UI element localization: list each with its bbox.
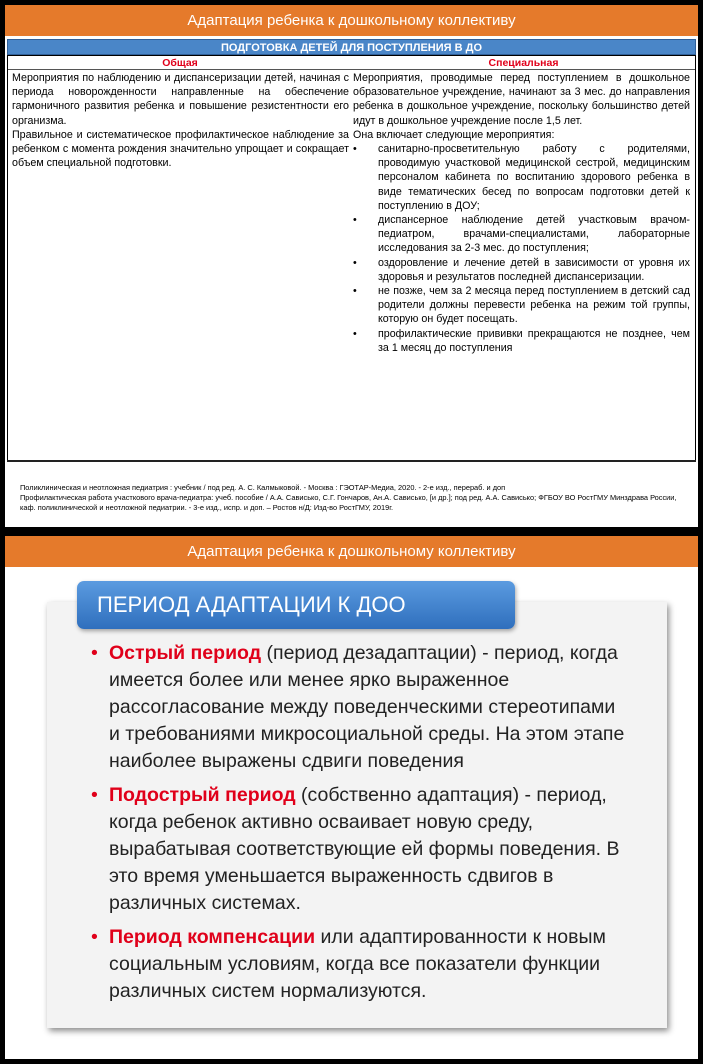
special-measures-list	[353, 142, 690, 355]
slide-title: Адаптация ребенка к дошкольному коллективу	[5, 536, 698, 567]
periods-list	[87, 640, 627, 1012]
period-term: Подострый период	[109, 784, 296, 806]
column-heading-general: Общая	[162, 57, 198, 69]
list-item: • не позже, чем за 2 месяца перед поступлением в детский сад родители должны перевести ребенка на режим той группы, которую он будет посещать.	[353, 284, 690, 327]
list-item: • профилактические прививки прекращаются не позднее, чем за 1 месяц до поступления	[353, 327, 690, 355]
period-term: Острый период	[109, 642, 262, 664]
list-item: • диспансерное наблюдение детей участковым врачом-педиатром, врачами-специалистами, лабораторные исследования за 2-3 мес. до поступления;	[353, 213, 690, 256]
special-paragraph: Мероприятия, проводимые перед поступлением в дошкольное образовательное учреждение, начинают за 3 мес. до направления ребенка в дошкольное учреждение, поскольку большинство детей идут в дошкольное учреждение после 1,5 лет.	[353, 72, 690, 127]
reference-item: Профилактическая работа участкового врача-педиатра: учеб. пособие / А.А. Сависько, С.Г. Гончаров, Ан.А. Сависько, [и др.]; под ред. А.А. Сависько; ФГБОУ ВО РостГМУ Минздрава России, каф. поликлинической и неотложной педиатрии. - 3-е изд., испр. и доп. – Ростов н/Д: Изд-во РостГМУ, 2019г.	[20, 493, 677, 512]
column-heading-special: Специальная	[488, 57, 559, 69]
list-item	[87, 782, 627, 917]
header-divider	[8, 69, 695, 70]
special-column	[353, 71, 690, 355]
period-description: (период дезадаптации) - период, когда имеется более или менее ярко выраженное рассогласование между поведенческими стереотипами и требованиями микросоциальной среды. На этом этапе наиболее выражены сдвиги поведения	[109, 642, 625, 772]
period-description: или адаптированности к новым социальным условиям, когда все показатели функции различных систем нормализуются.	[109, 926, 606, 1002]
reference-item: Поликлиническая и неотложная педиатрия : учебник / под ред. А. С. Калмыковой. - Москва : ГЭОТАР-Медиа, 2020. - 2-е изд., перераб. и доп	[20, 483, 506, 492]
slide-preparation	[5, 5, 698, 527]
period-term: Период компенсации	[109, 926, 316, 948]
slide-adaptation-periods	[5, 536, 698, 1059]
section-banner: ПЕРИОД АДАПТАЦИИ К ДОО	[77, 581, 515, 629]
footer-divider	[7, 460, 696, 462]
slide-title: Адаптация ребенка к дошкольному коллективу	[5, 5, 698, 36]
slide-subtitle: ПОДГОТОВКА ДЕТЕЙ ДЛЯ ПОСТУПЛЕНИЯ В ДО	[7, 39, 696, 55]
list-item	[87, 924, 627, 1005]
list-item	[87, 640, 627, 775]
general-column	[12, 71, 349, 170]
general-paragraph: Мероприятия по наблюдению и диспансеризации детей, начиная с периода новорожденности направленные на обеспечение гармоничного развития ребенка и повышение резистентности его организма.	[12, 72, 349, 127]
list-item: • санитарно-просветительную работу с родителями, проводимую участковой медицинской сестрой, медицинским персоналом кабинета по воспитанию здорового ребенка в виде тематических бесед по вопросам подготовки детей к поступлению в ДОУ;	[353, 142, 690, 213]
special-paragraph: Она включает следующие мероприятия:	[353, 128, 555, 141]
references	[20, 483, 690, 513]
general-paragraph: Правильное и систематическое профилактическое наблюдение за ребенком с момента рождения значительно упрощает и сокращает объем специальной подготовки.	[12, 128, 349, 170]
list-item: • оздоровление и лечение детей в зависимости от уровня их здоровья и результатов последней диспансеризации.	[353, 256, 690, 284]
period-description: (собственно адаптация) - период, когда ребенок активно осваивает новую среду, вырабатывая соответствующие ей формы поведения. В это время уменьшается выраженность сдвигов в различных системах.	[109, 784, 620, 914]
